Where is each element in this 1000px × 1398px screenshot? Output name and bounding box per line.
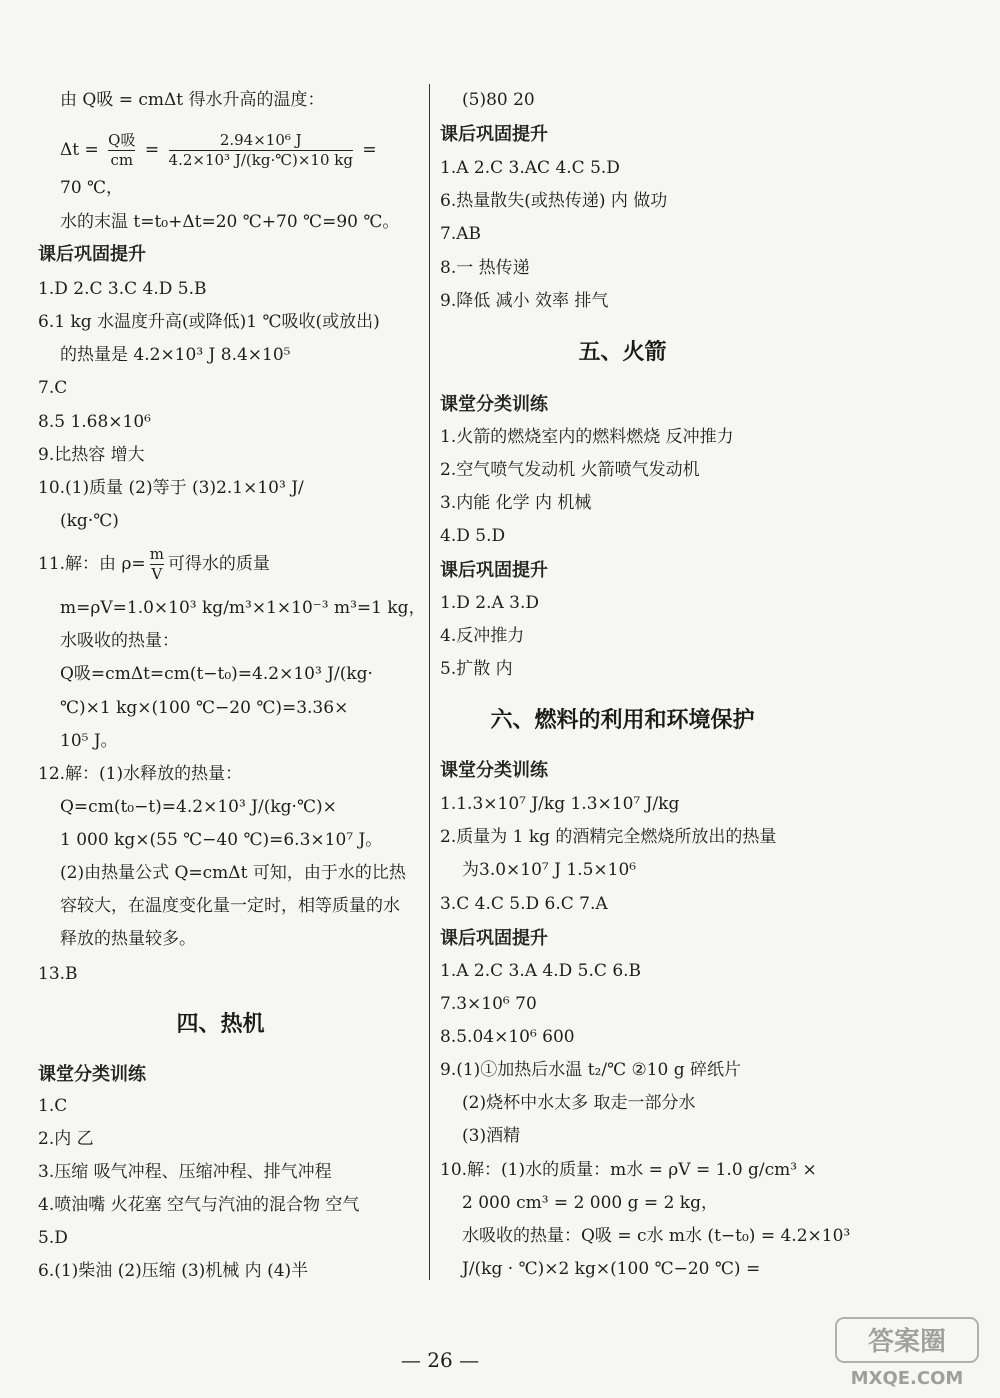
section-heading: 课堂分类训练 — [440, 394, 548, 415]
answer-line: 1 000 kg×(55 ℃−40 ℃)=6.3×10⁷ J。 — [60, 830, 383, 850]
answer-line: 的热量是 4.2×10³ J 8.4×10⁵ — [60, 345, 291, 365]
watermark-bottom-text: MXQE.COM — [850, 1368, 964, 1389]
answer-line: 3.内能 化学 内 机械 — [440, 493, 592, 513]
answer-line: (2)由热量公式 Q=cmΔt 可知，由于水的比热 — [60, 863, 406, 883]
equals-sign: = — [362, 140, 377, 160]
answer-line: 水吸收的热量： — [60, 631, 179, 651]
answer-line: 容较大，在温度变化量一定时，相等质量的水 — [60, 896, 400, 916]
answer-line: 水吸收的热量：Q吸 = c水 m水 (t−t₀) = 4.2×10³ — [462, 1226, 851, 1246]
chapter-title: 五、火箭 — [578, 340, 667, 365]
watermark-top-text: 答案圈 — [867, 1327, 947, 1357]
answer-line: 10⁵ J。 — [60, 731, 118, 751]
chapter-title: 四、热机 — [176, 1012, 265, 1037]
text-line: 由 Q吸 = cmΔt 得水升高的温度： — [60, 90, 325, 110]
answer-line: 1.C — [38, 1096, 68, 1116]
answer-line: 10.(1)质量 (2)等于 (3)2.1×10³ J/ — [38, 478, 304, 498]
section-heading: 课后巩固提升 — [38, 244, 146, 265]
answer-line: 9.(1)①加热后水温 t₂/℃ ②10 g 碎纸片 — [440, 1060, 742, 1080]
text-line: 70 ℃， — [60, 178, 124, 198]
watermark-logo — [832, 1312, 982, 1392]
answer-line: 2.质量为 1 kg 的酒精完全燃烧所放出的热量 — [440, 827, 777, 847]
answer-line: 5.扩散 内 — [440, 659, 513, 679]
answer-line: J/(kg · ℃)×2 kg×(100 ℃−20 ℃) = — [462, 1259, 761, 1279]
answer-line: 9.比热容 增大 — [38, 445, 145, 465]
answer-line: (2)烧杯中水太多 取走一部分水 — [462, 1093, 696, 1113]
answer-line: 1.A 2.C 3.A 4.D 5.C 6.B — [440, 961, 642, 981]
answer-line: m=ρV=1.0×10³ kg/m³×1×10⁻³ m³=1 kg， — [60, 598, 426, 618]
answer-line: 6.(1)柴油 (2)压缩 (3)机械 内 (4)半 — [38, 1261, 309, 1281]
answer-line: Q吸=cmΔt=cm(t−t₀)=4.2×10³ J/(kg· — [60, 664, 373, 684]
answer-line: 8.5.04×10⁶ 600 — [440, 1027, 575, 1047]
section-heading: 课后巩固提升 — [440, 124, 548, 145]
answer-line: 9.降低 减小 效率 排气 — [440, 291, 609, 311]
fraction: $\frac{\text{Q吸}}{cm}$ — [108, 131, 136, 169]
answer-line: 释放的热量较多。 — [60, 929, 196, 949]
answer-line: (3)酒精 — [462, 1126, 521, 1146]
answer-line: 1.1.3×10⁷ J/kg 1.3×10⁷ J/kg — [440, 794, 680, 814]
answer-line: 4.反冲推力 — [440, 626, 525, 646]
answer-line: ℃)×1 kg×(100 ℃−20 ℃)=3.36× — [60, 698, 349, 718]
fraction: $\frac{m}{V}$ — [149, 545, 164, 583]
answer-line: 12.解：(1)水释放的热量： — [38, 764, 243, 784]
formula-line — [60, 126, 377, 174]
answer-line: 6.1 kg 水温度升高(或降低)1 ℃吸收(或放出) — [38, 312, 380, 332]
answer-line: 1.D 2.C 3.C 4.D 5.B — [38, 279, 207, 299]
fraction: $\frac{\text{2.94×10⁶ J}}{\text{4.2×10³ J/(kg·℃)×10 kg}}$ — [168, 131, 353, 169]
answer-line: 4.D 5.D — [440, 526, 506, 546]
answer-line: (5)80 20 — [462, 90, 535, 110]
answer-line: 2.空气喷气发动机 火箭喷气发动机 — [440, 460, 700, 480]
answer-line: 7.C — [38, 378, 68, 398]
answer-line: 3.压缩 吸气冲程、压缩冲程、排气冲程 — [38, 1162, 332, 1182]
formula-prefix: Δt = — [60, 140, 99, 160]
answer-line: 7.3×10⁶ 70 — [440, 994, 537, 1014]
answer-line: 10.解：(1)水的质量：m水 = ρV = 1.0 g/cm³ × — [440, 1160, 817, 1180]
answer-line: 8.一 热传递 — [440, 258, 530, 278]
answer-line: 1.D 2.A 3.D — [440, 593, 540, 613]
section-heading: 课堂分类训练 — [38, 1064, 146, 1085]
page-number: — 26 — — [400, 1348, 480, 1372]
answer-line: 6.热量散失(或热传递) 内 做功 — [440, 191, 668, 211]
answer-line: 11.解：由 ρ= $\frac{m}{V}$ 可得水的质量 — [38, 545, 270, 583]
answer-line: Q=cm(t₀−t)=4.2×10³ J/(kg·℃)× — [60, 797, 337, 817]
answer-line: 4.喷油嘴 火花塞 空气与汽油的混合物 空气 — [38, 1195, 360, 1215]
answer-line: 8.5 1.68×10⁶ — [38, 412, 151, 432]
answer-line: 2 000 cm³ = 2 000 g = 2 kg， — [462, 1193, 718, 1213]
section-heading: 课后巩固提升 — [440, 560, 548, 581]
answer-line: 1.A 2.C 3.AC 4.C 5.D — [440, 158, 620, 178]
answer-line: 3.C 4.C 5.D 6.C 7.A — [440, 894, 608, 914]
column-divider — [429, 84, 430, 1280]
answer-line: 13.B — [38, 964, 78, 984]
answer-line: 5.D — [38, 1228, 68, 1248]
answer-line: (kg·℃) — [60, 511, 119, 531]
answer-line: 7.AB — [440, 224, 481, 244]
equals-sign: = — [144, 140, 160, 160]
answer-line: 2.内 乙 — [38, 1129, 94, 1149]
section-heading: 课堂分类训练 — [440, 760, 548, 781]
text-line: 水的末温 t=t₀+Δt=20 ℃+70 ℃=90 ℃。 — [60, 212, 400, 232]
chapter-title: 六、燃料的利用和环境保护 — [490, 708, 755, 733]
answer-line: 1.火箭的燃烧室内的燃料燃烧 反冲推力 — [440, 427, 734, 447]
answer-line: 为3.0×10⁷ J 1.5×10⁶ — [462, 860, 637, 880]
section-heading: 课后巩固提升 — [440, 928, 548, 949]
